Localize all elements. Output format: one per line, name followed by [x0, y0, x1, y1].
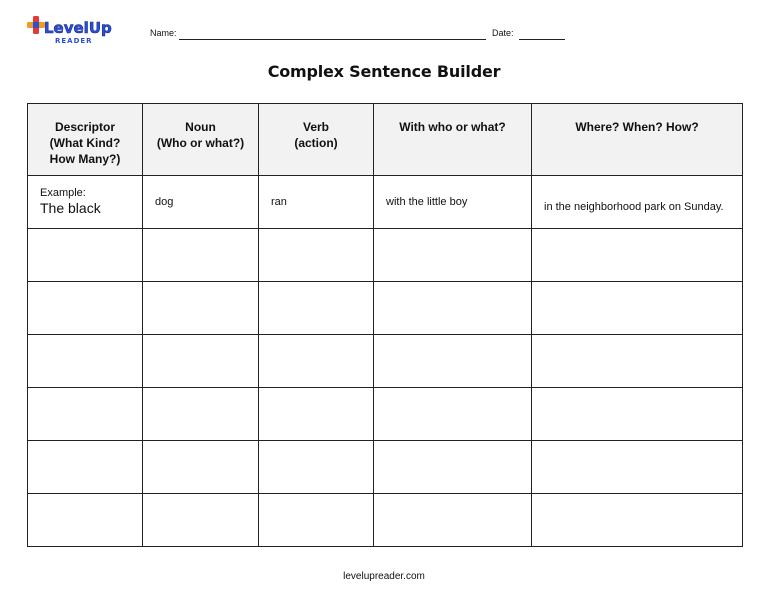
example-with-cell [374, 176, 532, 229]
blank-cell[interactable] [259, 335, 374, 388]
worksheet-header [0, 0, 768, 56]
blank-cell[interactable] [374, 282, 532, 335]
blank-cell[interactable] [143, 282, 259, 335]
blank-cell[interactable] [28, 388, 143, 441]
blank-cell[interactable] [374, 388, 532, 441]
blank-cell[interactable] [28, 441, 143, 494]
sentence-builder-table [27, 103, 743, 547]
table-row[interactable] [28, 229, 743, 282]
column-header-descriptor: Descriptor (What Kind? How Many?) [28, 104, 143, 176]
logo-graphic [27, 16, 119, 48]
example-row [28, 176, 743, 229]
table-row[interactable] [28, 388, 743, 441]
logo-subtitle: READER [55, 37, 93, 45]
logo-wordmark: LevelUp [44, 19, 112, 37]
table-row[interactable] [28, 494, 743, 547]
table-row[interactable] [28, 335, 743, 388]
name-label: Name: [150, 28, 177, 38]
blank-cell[interactable] [374, 494, 532, 547]
blank-cell[interactable] [532, 494, 743, 547]
blank-cell[interactable] [143, 494, 259, 547]
example-descriptor-cell [28, 176, 143, 229]
blank-cell[interactable] [532, 441, 743, 494]
blank-cell[interactable] [259, 282, 374, 335]
blank-cell[interactable] [143, 388, 259, 441]
blank-cell[interactable] [28, 335, 143, 388]
blank-cell[interactable] [532, 229, 743, 282]
example-noun: dog [155, 196, 174, 208]
levelup-reader-logo [27, 16, 119, 48]
blank-cell[interactable] [532, 282, 743, 335]
blank-cell[interactable] [259, 441, 374, 494]
blank-cell[interactable] [374, 335, 532, 388]
column-header-where: Where? When? How? [532, 104, 743, 176]
blank-cell[interactable] [374, 441, 532, 494]
example-descriptor: The black [40, 200, 101, 216]
example-label: Example: [40, 187, 86, 199]
blank-cell[interactable] [532, 335, 743, 388]
blank-cell[interactable] [143, 335, 259, 388]
date-label: Date: [492, 28, 514, 38]
blank-cell[interactable] [143, 229, 259, 282]
blank-cell[interactable] [259, 494, 374, 547]
table-row[interactable] [28, 441, 743, 494]
blank-cell[interactable] [143, 441, 259, 494]
blank-cell[interactable] [28, 229, 143, 282]
blank-cell[interactable] [259, 229, 374, 282]
date-line[interactable] [519, 39, 565, 40]
column-header-verb: Verb (action) [259, 104, 374, 176]
table-row[interactable] [28, 282, 743, 335]
example-with: with the little boy [386, 196, 468, 208]
footer-url: levelupreader.com [343, 571, 425, 582]
blank-cell[interactable] [259, 388, 374, 441]
example-where: in the neighborhood park on Sunday. [544, 201, 724, 213]
example-where-cell [532, 176, 743, 229]
example-verb-cell [259, 176, 374, 229]
blank-cell[interactable] [374, 229, 532, 282]
blank-cell[interactable] [28, 494, 143, 547]
blank-cell[interactable] [532, 388, 743, 441]
name-line[interactable] [179, 39, 486, 40]
table-header-row [28, 104, 743, 176]
example-verb: ran [271, 196, 287, 208]
worksheet-title: Complex Sentence Builder [267, 62, 501, 81]
column-header-with: With who or what? [374, 104, 532, 176]
column-header-noun: Noun (Who or what?) [143, 104, 259, 176]
blank-cell[interactable] [28, 282, 143, 335]
example-noun-cell [143, 176, 259, 229]
